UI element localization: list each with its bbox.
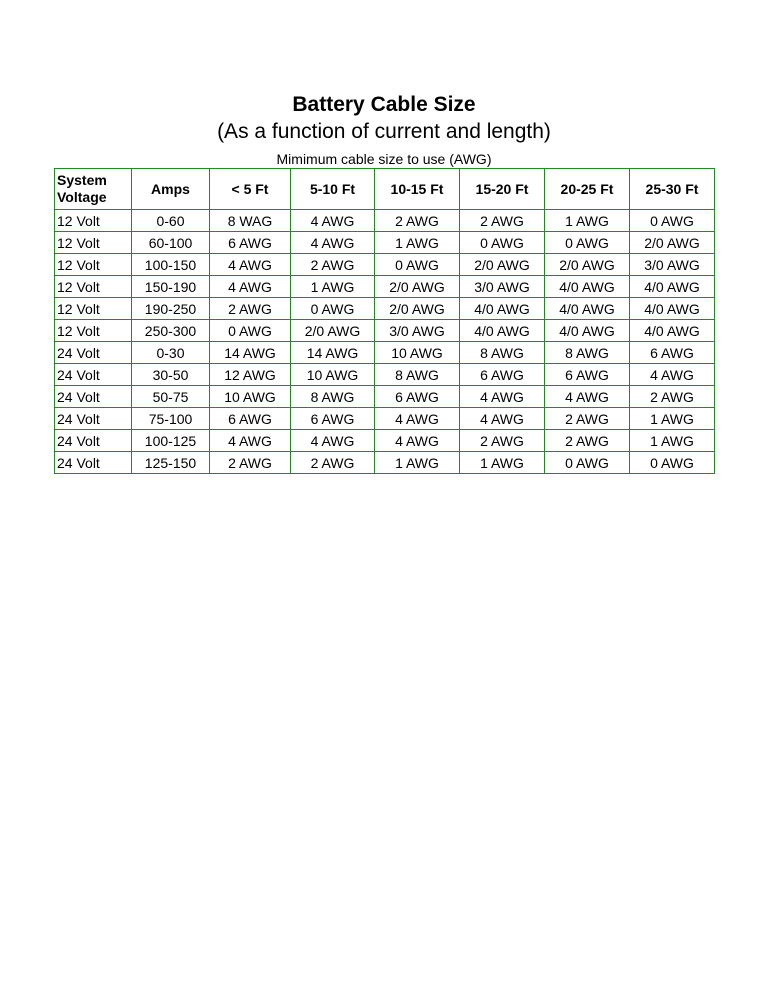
amps-cell: 100-125 xyxy=(132,430,210,452)
voltage-cell: 24 Volt xyxy=(55,452,132,474)
voltage-cell: 12 Volt xyxy=(55,210,132,232)
table-header-row xyxy=(55,169,715,210)
amps-cell: 0-60 xyxy=(132,210,210,232)
header-5-10-ft: 5-10 Ft xyxy=(291,169,375,210)
voltage-cell: 12 Volt xyxy=(55,276,132,298)
cable-size-cell: 8 AWG xyxy=(545,342,630,364)
cable-size-cell: 4 AWG xyxy=(460,408,545,430)
voltage-cell: 24 Volt xyxy=(55,430,132,452)
cable-size-cell: 4 AWG xyxy=(210,254,291,276)
header-15-20-ft: 15-20 Ft xyxy=(460,169,545,210)
voltage-cell: 12 Volt xyxy=(55,232,132,254)
cable-size-cell: 2 AWG xyxy=(210,452,291,474)
amps-cell: 100-150 xyxy=(132,254,210,276)
cable-size-cell: 1 AWG xyxy=(545,210,630,232)
page-title: Battery Cable Size xyxy=(292,93,476,116)
cable-size-cell: 10 AWG xyxy=(375,342,460,364)
header-system-voltage: System Voltage xyxy=(55,169,132,210)
cable-size-cell: 1 AWG xyxy=(630,430,715,452)
cable-size-cell: 2/0 AWG xyxy=(291,320,375,342)
cable-size-table xyxy=(54,168,715,474)
table-row xyxy=(55,232,715,254)
table-caption: Mimimum cable size to use (AWG) xyxy=(276,151,492,167)
cable-size-cell: 2 AWG xyxy=(291,452,375,474)
cable-size-cell: 4 AWG xyxy=(210,276,291,298)
header-10-15-ft: 10-15 Ft xyxy=(375,169,460,210)
page-subtitle: (As a function of current and length) xyxy=(217,120,551,143)
table-row xyxy=(55,452,715,474)
voltage-cell: 12 Volt xyxy=(55,320,132,342)
voltage-cell: 12 Volt xyxy=(55,298,132,320)
cable-size-cell: 4/0 AWG xyxy=(630,276,715,298)
cable-size-cell: 2 AWG xyxy=(545,430,630,452)
cable-size-cell: 4 AWG xyxy=(291,430,375,452)
voltage-cell: 12 Volt xyxy=(55,254,132,276)
table-row xyxy=(55,210,715,232)
cable-size-cell: 4 AWG xyxy=(291,232,375,254)
cable-size-cell: 8 AWG xyxy=(460,342,545,364)
cable-size-cell: 2/0 AWG xyxy=(375,298,460,320)
voltage-cell: 24 Volt xyxy=(55,408,132,430)
cable-size-cell: 4/0 AWG xyxy=(630,298,715,320)
cable-size-cell: 1 AWG xyxy=(630,408,715,430)
table-row xyxy=(55,320,715,342)
table-row xyxy=(55,276,715,298)
voltage-cell: 24 Volt xyxy=(55,364,132,386)
cable-size-cell: 14 AWG xyxy=(210,342,291,364)
cable-size-cell: 10 AWG xyxy=(210,386,291,408)
cable-size-cell: 6 AWG xyxy=(210,232,291,254)
cable-size-cell: 6 AWG xyxy=(210,408,291,430)
table-row xyxy=(55,430,715,452)
cable-size-cell: 6 AWG xyxy=(460,364,545,386)
cable-size-cell: 1 AWG xyxy=(375,452,460,474)
table-row xyxy=(55,408,715,430)
cable-size-cell: 3/0 AWG xyxy=(630,254,715,276)
cable-size-cell: 2/0 AWG xyxy=(375,276,460,298)
cable-size-cell: 0 AWG xyxy=(630,210,715,232)
table-row xyxy=(55,298,715,320)
cable-size-cell: 2/0 AWG xyxy=(460,254,545,276)
cable-size-cell: 14 AWG xyxy=(291,342,375,364)
cable-size-cell: 0 AWG xyxy=(460,232,545,254)
cable-size-cell: 4 AWG xyxy=(375,408,460,430)
cable-size-cell: 2 AWG xyxy=(460,430,545,452)
cable-size-cell: 2 AWG xyxy=(460,210,545,232)
cable-size-cell: 0 AWG xyxy=(545,452,630,474)
cable-size-cell: 1 AWG xyxy=(291,276,375,298)
cable-size-cell: 8 WAG xyxy=(210,210,291,232)
cable-size-cell: 0 AWG xyxy=(291,298,375,320)
cable-size-cell: 4 AWG xyxy=(545,386,630,408)
table-row xyxy=(55,364,715,386)
table-row xyxy=(55,386,715,408)
cable-size-cell: 4 AWG xyxy=(630,364,715,386)
cable-size-cell: 3/0 AWG xyxy=(375,320,460,342)
cable-size-cell: 2 AWG xyxy=(210,298,291,320)
cable-size-cell: 4 AWG xyxy=(460,386,545,408)
cable-size-cell: 4 AWG xyxy=(210,430,291,452)
cable-size-cell: 4/0 AWG xyxy=(630,320,715,342)
header-20-25-ft: 20-25 Ft xyxy=(545,169,630,210)
table-body xyxy=(55,210,715,474)
cable-size-cell: 4/0 AWG xyxy=(460,320,545,342)
cable-size-cell: 0 AWG xyxy=(210,320,291,342)
cable-size-cell: 4/0 AWG xyxy=(460,298,545,320)
cable-size-cell: 6 AWG xyxy=(375,386,460,408)
amps-cell: 150-190 xyxy=(132,276,210,298)
cable-size-cell: 6 AWG xyxy=(545,364,630,386)
header-amps: Amps xyxy=(132,169,210,210)
cable-size-cell: 4 AWG xyxy=(291,210,375,232)
cable-size-cell: 1 AWG xyxy=(460,452,545,474)
cable-size-cell: 10 AWG xyxy=(291,364,375,386)
cable-size-cell: 2 AWG xyxy=(291,254,375,276)
cable-size-cell: 2/0 AWG xyxy=(545,254,630,276)
voltage-cell: 24 Volt xyxy=(55,386,132,408)
cable-size-cell: 4/0 AWG xyxy=(545,276,630,298)
cable-size-cell: 2 AWG xyxy=(630,386,715,408)
amps-cell: 30-50 xyxy=(132,364,210,386)
amps-cell: 125-150 xyxy=(132,452,210,474)
cable-size-cell: 12 AWG xyxy=(210,364,291,386)
table-row xyxy=(55,254,715,276)
amps-cell: 250-300 xyxy=(132,320,210,342)
cable-size-cell: 0 AWG xyxy=(375,254,460,276)
cable-size-cell: 2 AWG xyxy=(545,408,630,430)
cable-size-cell: 4/0 AWG xyxy=(545,298,630,320)
amps-cell: 0-30 xyxy=(132,342,210,364)
cable-size-cell: 6 AWG xyxy=(630,342,715,364)
cable-size-cell: 2 AWG xyxy=(375,210,460,232)
amps-cell: 75-100 xyxy=(132,408,210,430)
cable-size-cell: 6 AWG xyxy=(291,408,375,430)
table-row xyxy=(55,342,715,364)
header-lt-5-ft: < 5 Ft xyxy=(210,169,291,210)
cable-size-cell: 4/0 AWG xyxy=(545,320,630,342)
cable-size-cell: 0 AWG xyxy=(545,232,630,254)
header-25-30-ft: 25-30 Ft xyxy=(630,169,715,210)
voltage-cell: 24 Volt xyxy=(55,342,132,364)
cable-size-cell: 2/0 AWG xyxy=(630,232,715,254)
cable-size-cell: 0 AWG xyxy=(630,452,715,474)
amps-cell: 50-75 xyxy=(132,386,210,408)
cable-size-cell: 3/0 AWG xyxy=(460,276,545,298)
cable-size-cell: 4 AWG xyxy=(375,430,460,452)
amps-cell: 60-100 xyxy=(132,232,210,254)
cable-size-cell: 8 AWG xyxy=(375,364,460,386)
cable-size-cell: 1 AWG xyxy=(375,232,460,254)
cable-size-cell: 8 AWG xyxy=(291,386,375,408)
amps-cell: 190-250 xyxy=(132,298,210,320)
